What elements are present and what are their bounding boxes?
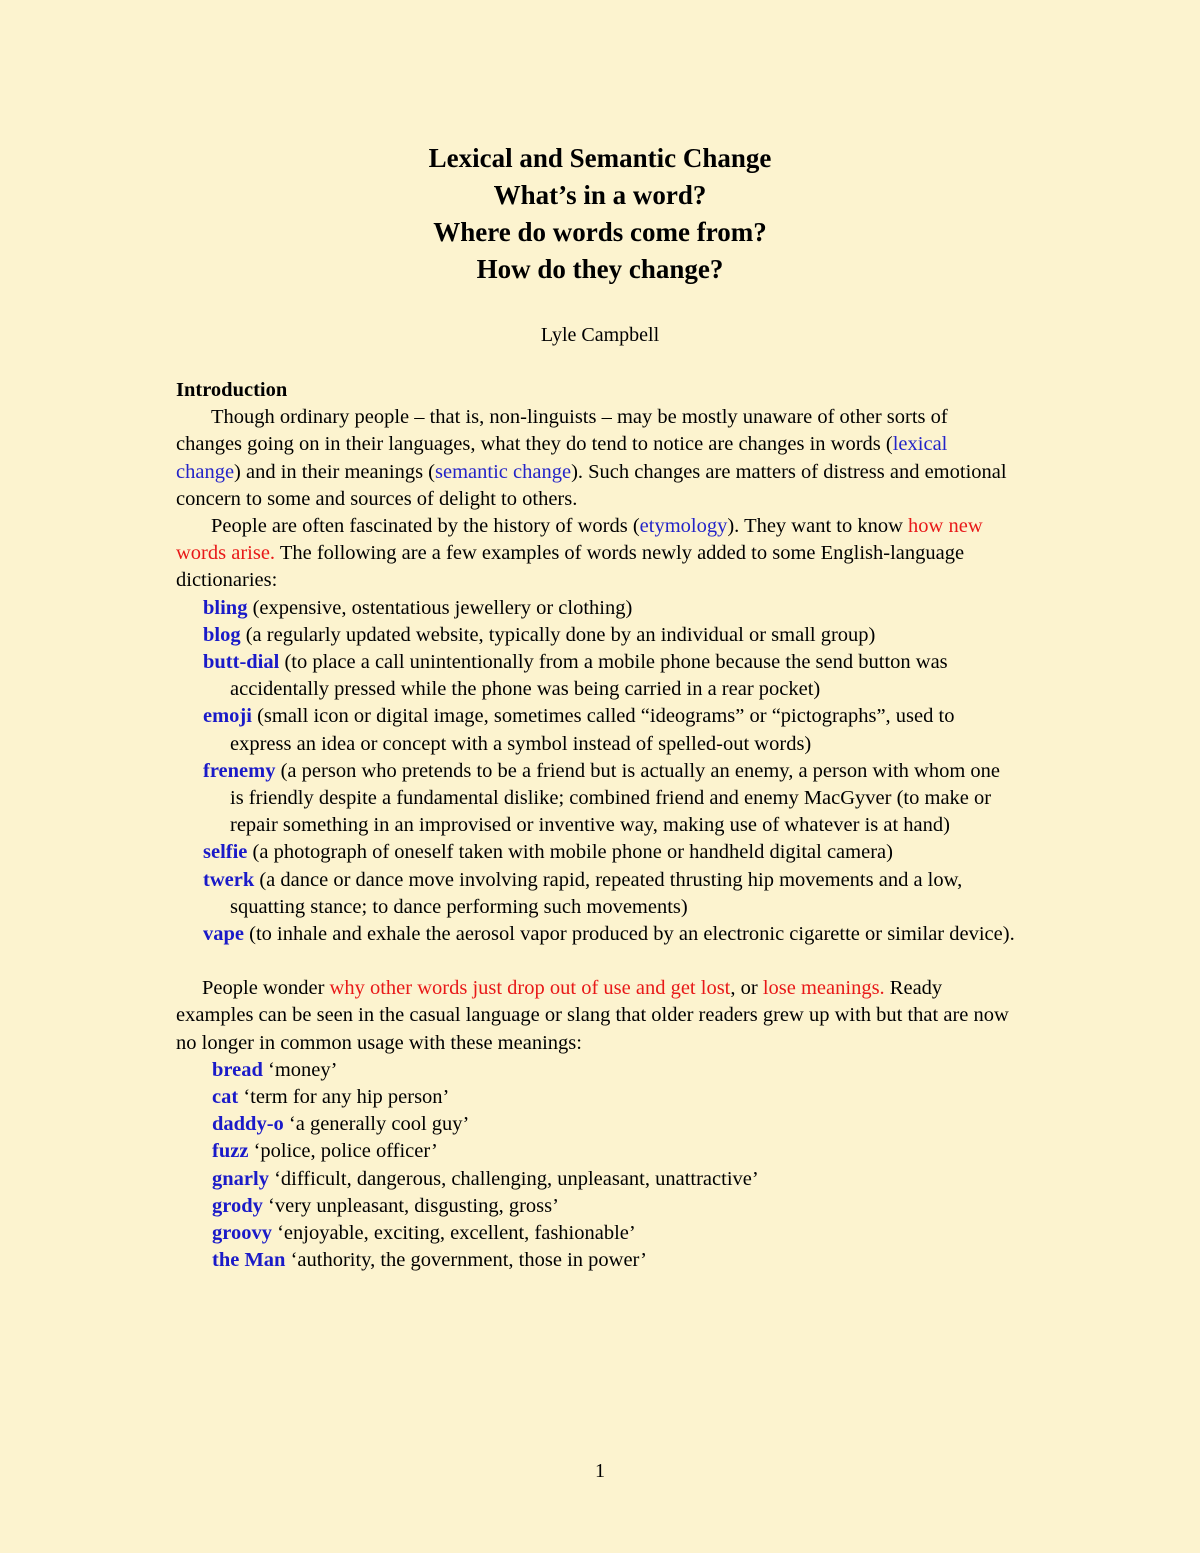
word-term: selfie xyxy=(203,841,248,864)
word-term: cat xyxy=(212,1086,239,1109)
term-etymology: etymology xyxy=(639,515,728,538)
word-term: blog xyxy=(203,623,241,646)
word-term: daddy-o xyxy=(212,1113,284,1136)
word-term: groovy xyxy=(212,1222,272,1245)
word-definition: ‘very unpleasant, disgusting, gross’ xyxy=(262,1194,559,1217)
list-item xyxy=(176,1111,1016,1138)
title-line: Where do words come from? xyxy=(433,217,767,247)
word-term: grody xyxy=(212,1194,263,1217)
list-item xyxy=(176,622,1016,649)
word-term: twerk xyxy=(203,868,255,891)
highlight-drop-out: why other words just drop out of use and get lost xyxy=(329,977,731,1000)
text-run: The following are a few examples of words newly added to some English-language dictionaries: xyxy=(176,542,965,592)
section-heading: Introduction xyxy=(176,379,288,401)
list-item xyxy=(176,1166,1016,1193)
word-definition: ‘a generally cool guy’ xyxy=(283,1113,470,1136)
old-words-list xyxy=(176,1057,1016,1275)
word-definition: ‘difficult, dangerous, challenging, unpleasant, unattractive’ xyxy=(268,1167,759,1190)
word-definition: (a person who pretends to be a friend but is actually an enemy, a person with whom one is friendly despite a fundamental dislike; combined friend and enemy MacGyver (to make or repair something in an improvised or inventive way, making use of whatever is at hand) xyxy=(230,759,1000,837)
word-definition: (a photograph of oneself taken with mobile phone or handheld digital camera) xyxy=(247,841,893,864)
title-line: How do they change? xyxy=(476,254,724,284)
word-definition: (to inhale and exhale the aerosol vapor produced by an electronic cigarette or similar device). xyxy=(244,923,1015,946)
list-item xyxy=(176,703,1016,757)
word-definition: (small icon or digital image, sometimes called “ideograms” or “pictographs”, used to express an idea or concept with a symbol instead of spelled-out words) xyxy=(230,705,955,755)
word-definition: (expensive, ostentatious jewellery or clothing) xyxy=(247,596,633,619)
term-lexical-change: lexical change xyxy=(176,433,948,483)
word-definition: ‘money’ xyxy=(262,1058,338,1081)
word-definition: ‘authority, the government, those in power’ xyxy=(285,1249,647,1272)
term-semantic-change: semantic change xyxy=(435,460,572,483)
list-item xyxy=(176,758,1016,840)
title-line: Lexical and Semantic Change xyxy=(428,143,772,173)
highlight-new-words: how new words arise. xyxy=(176,515,983,565)
text-run: , or xyxy=(730,977,763,1000)
highlight-lose-meanings: lose meanings. xyxy=(762,977,885,1000)
author-name: Lyle Campbell xyxy=(540,324,660,346)
word-definition: ‘police, police officer’ xyxy=(248,1140,438,1163)
text-run: Ready examples can be seen in the casual language or slang that older readers grew up with but that are now no longer in common usage with these meanings: xyxy=(176,977,1009,1054)
word-term: vape xyxy=(203,923,244,946)
text-run: Though ordinary people – that is, non-linguists – may be mostly unaware of other sorts of changes going on in their languages, what they do tend to notice are changes in words ( xyxy=(176,406,948,456)
list-item xyxy=(176,1193,1016,1220)
list-item xyxy=(176,1247,1016,1274)
intro-paragraph-1 xyxy=(176,404,1016,513)
list-item xyxy=(176,921,1016,948)
list-item xyxy=(176,1220,1016,1247)
word-term: frenemy xyxy=(203,759,276,782)
document-body xyxy=(176,377,1016,1275)
intro-paragraph-2 xyxy=(176,513,1016,595)
word-term: fuzz xyxy=(212,1140,249,1163)
word-definition: ‘enjoyable, exciting, excellent, fashionable’ xyxy=(271,1222,636,1245)
word-term: gnarly xyxy=(212,1167,269,1190)
word-term: butt-dial xyxy=(203,651,280,674)
text-run: People wonder xyxy=(202,977,330,1000)
list-item xyxy=(176,839,1016,866)
text-run: ) and in their meanings ( xyxy=(234,460,436,483)
list-item xyxy=(176,1057,1016,1084)
text-run: ). They want to know xyxy=(727,515,909,538)
new-words-list xyxy=(176,595,1016,949)
word-term: bling xyxy=(203,596,248,619)
intro-paragraph-3 xyxy=(176,975,1016,1057)
title-line: What’s in a word? xyxy=(493,180,707,210)
word-term: the Man xyxy=(212,1249,286,1272)
word-term: emoji xyxy=(203,705,252,728)
word-definition: (to place a call unintentionally from a mobile phone because the send button was accidentally pressed while the phone was being carried in a rear pocket) xyxy=(230,651,948,701)
text-run: People are often fascinated by the history of words ( xyxy=(211,515,640,538)
document-title xyxy=(0,140,1200,288)
page-number: 1 xyxy=(595,1460,605,1482)
word-definition: ‘term for any hip person’ xyxy=(238,1086,450,1109)
text-run: ). Such changes are matters of distress and emotional concern to some and sources of delight to others. xyxy=(176,460,1007,510)
list-item xyxy=(176,1084,1016,1111)
word-definition: (a dance or dance move involving rapid, repeated thrusting hip movements and a low, squatting stance; to dance performing such movements) xyxy=(230,868,963,918)
word-term: bread xyxy=(212,1058,263,1081)
word-definition: (a regularly updated website, typically done by an individual or small group) xyxy=(240,623,876,646)
list-item xyxy=(176,649,1016,703)
list-item xyxy=(176,595,1016,622)
list-item xyxy=(176,867,1016,921)
list-item xyxy=(176,1138,1016,1165)
